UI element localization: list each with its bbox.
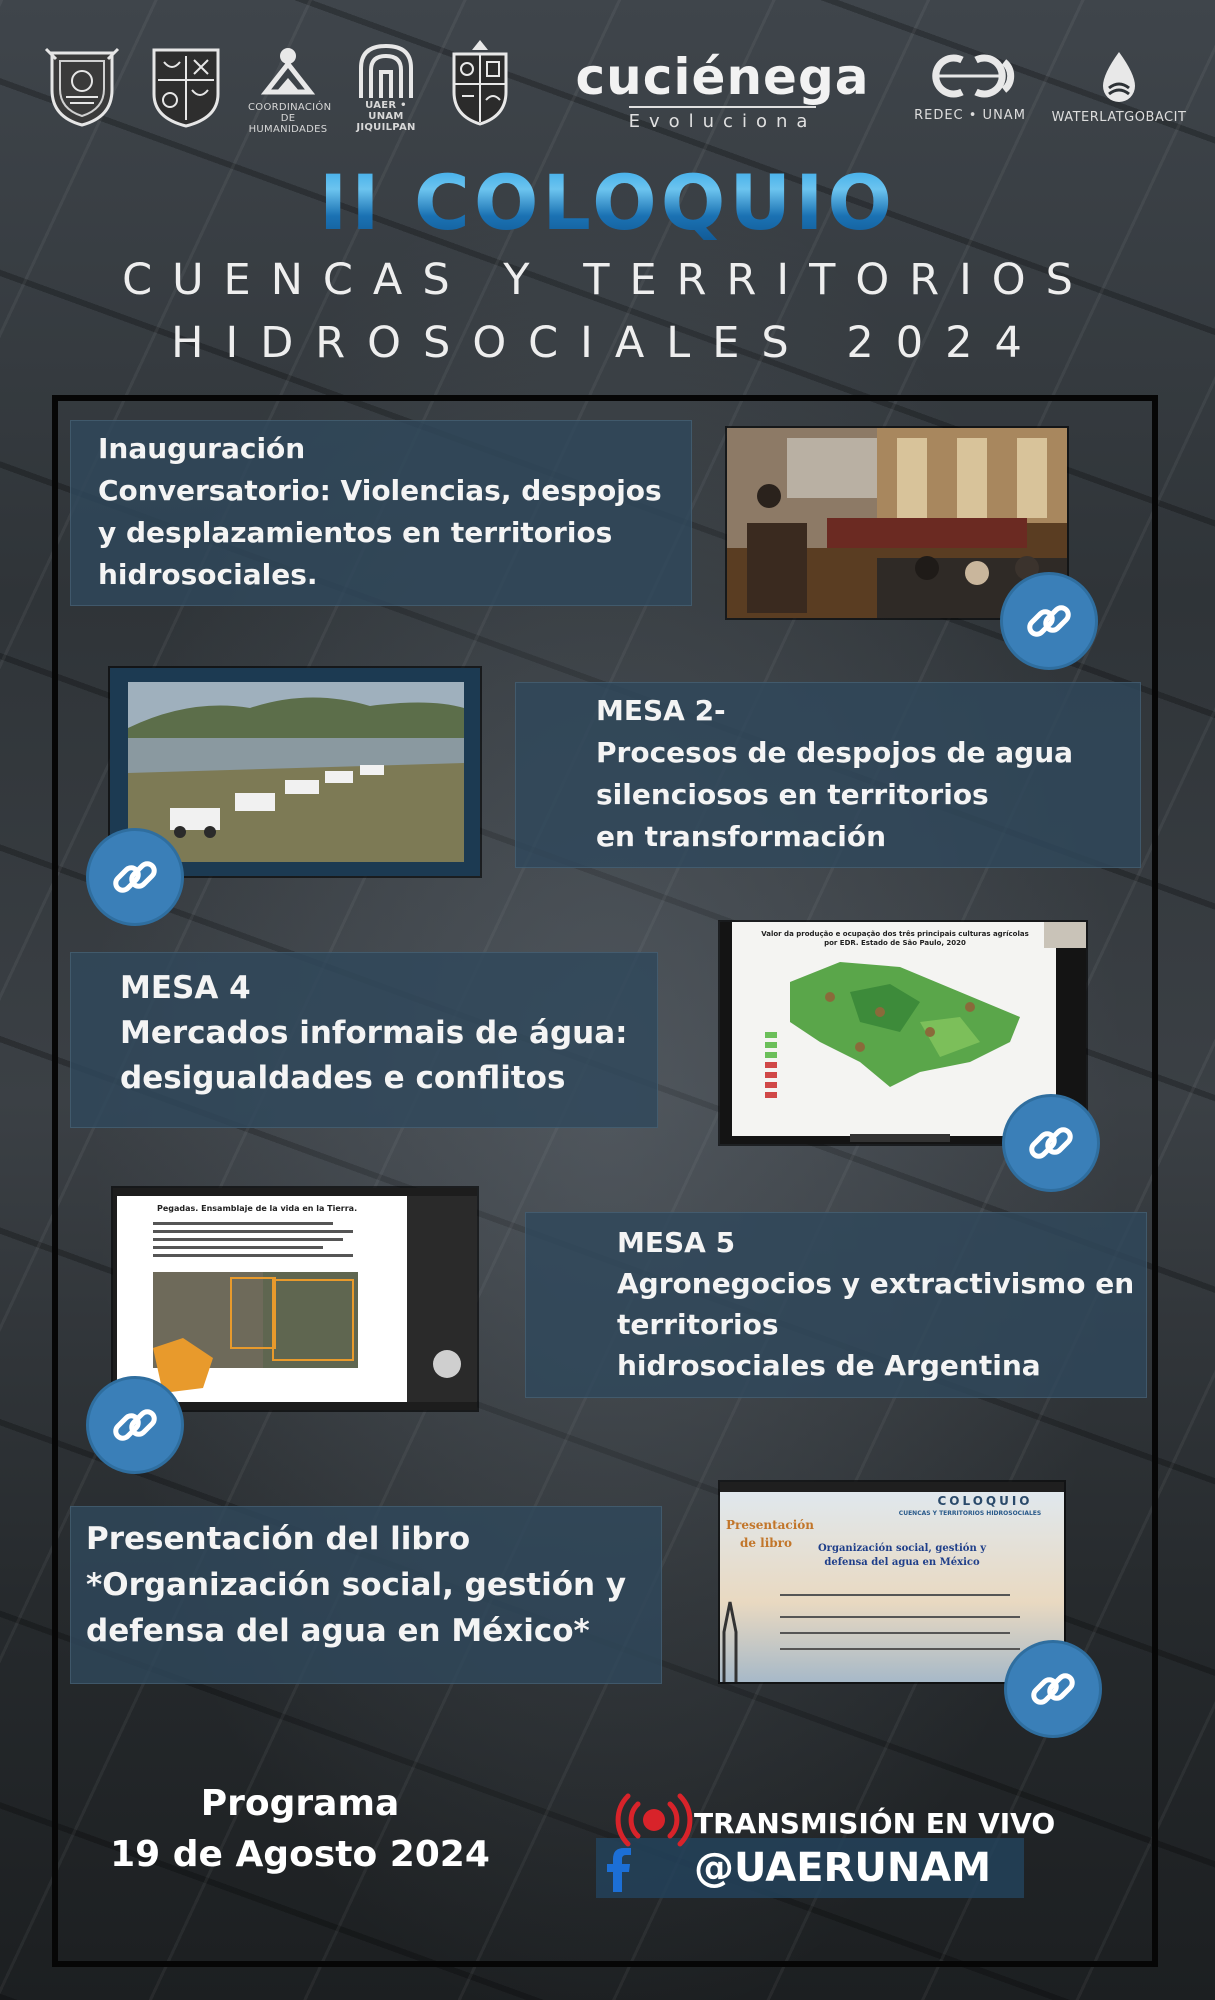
live-stream-label: TRANSMISIÓN EN VIVO [694,1807,1056,1840]
map-slide-title: Valor da produção e ocupação dos três principais culturas agrícolas por EDR. Estado de São Paulo, 2020 [761,930,1029,947]
program-label: Programa [200,1783,400,1824]
coordinacion-humanidades-logo [248,42,332,135]
session-mesa5-slide-screenshot[interactable] [113,1188,477,1410]
michoacan-shield-logo [42,45,122,127]
link-icon [108,850,162,904]
book-slide-label: Presentación de libro [726,1518,815,1550]
session-libro-text: Presentación del libro *Organización social, gestión y defensa del agua en México* [86,1521,627,1649]
session-mesa2-link-button[interactable] [86,828,184,926]
session-inauguracion-text: Inauguración Conversatorio: Violencias, despojos y desplazamientos en territorios hidrosociales. [98,432,662,591]
session-mesa4-text: MESA 4 Mercados informais de água: desigualdades e conflitos [120,970,628,1096]
session-mesa2-text: MESA 2- Procesos de despojos de agua silenciosos en territorios en transformación [596,694,1074,853]
unam-shield-logo [148,44,224,128]
session-mesa4-link-button[interactable] [1002,1094,1100,1192]
link-icon [108,1398,162,1452]
uaer-unam-logo [348,42,424,133]
facebook-icon[interactable] [604,1848,634,1892]
session-libro-link-button[interactable] [1004,1640,1102,1738]
book-slide-title: Organización social, gestión y defensa del agua en México [817,1543,987,1568]
book-slide-subheader: CUENCAS Y TERRITORIOS HIDROSOCIALES [898,1510,1042,1517]
link-icon [1026,1662,1080,1716]
event-subtitle-line1: CUENCAS Y TERRITORIOS [122,255,1093,305]
broadcast-icon [614,1792,694,1848]
event-subtitle-line2: HIDROSOCIALES 2024 [171,318,1044,368]
cucienega-brand-logo [535,50,910,132]
coordinacion-caption: COORDINACIÓN DE HUMANIDADES [248,102,332,135]
redec-caption: REDEC • UNAM [914,108,1026,123]
social-handle[interactable]: @UAERUNAM [694,1845,992,1891]
program-date: 19 de Agosto 2024 [110,1834,490,1875]
mesa5-slide-title: Pegadas. Ensamblaje de la vida en la Tierra. [157,1204,358,1213]
redec-unam-logo [910,48,1030,123]
waterlatgobacit-logo [1048,48,1190,125]
udeg-shield-logo [448,38,512,126]
session-mesa5-link-button[interactable] [86,1376,184,1474]
link-icon [1022,594,1076,648]
book-slide-header: COLOQUIO [937,1494,1033,1508]
event-title: II COLOQUIO [0,158,1215,247]
waterlat-caption: WATERLATGOBACIT [1051,110,1187,125]
link-icon [1024,1116,1078,1170]
session-mesa5-text: MESA 5 Agronegocios y extractivismo en territorios hidrosociales de Argentina [617,1226,1135,1382]
logo-bar [30,30,1190,140]
session-libro-slide-screenshot[interactable] [720,1482,1064,1682]
evoluciona-tagline: Evoluciona [629,106,817,132]
cucienega-wordmark: cuciénega [575,48,870,106]
program-frame [52,395,1158,1967]
session-inauguracion-link-button[interactable] [1000,572,1098,670]
uaer-caption: UAER • UNAM JIQUILPAN [356,100,416,133]
